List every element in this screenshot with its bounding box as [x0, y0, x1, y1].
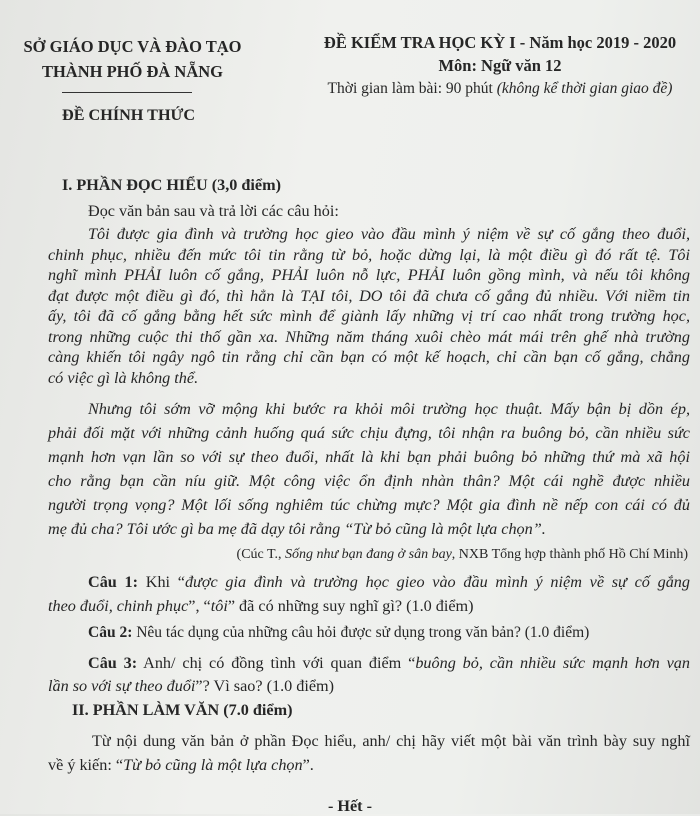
reading-instruction: Đọc văn bản sau và trả lời các câu hỏi: — [88, 202, 339, 220]
official-label: ĐỀ CHÍNH THỨC — [62, 106, 196, 124]
question-text: ” đã có những suy nghĩ gì? (1.0 điểm) — [227, 597, 474, 615]
question-text: Nêu tác dụng của những câu hỏi được sử dụng trong văn bản? (1.0 điểm) — [132, 624, 590, 641]
source-citation — [237, 545, 688, 565]
question-line — [88, 572, 690, 592]
passage-line: mẹ đủ cha? Tôi ước gì ba mẹ đã dạy tôi rằng “Từ bỏ cũng là một lựa chọn”. — [48, 520, 546, 538]
question-label: Câu 2: — [88, 624, 133, 641]
question-line — [88, 653, 690, 673]
passage-line: Tôi được gia đình và trường học gieo vào đầu mình ý niệm về sự cố gắng theo đuổi, — [88, 225, 690, 243]
passage-line: Nhưng tôi sớm vỡ mộng khi bước ra khỏi môi trường học thuật. Mấy bận bị dồn ép, — [88, 400, 690, 418]
passage-line: chinh phục, nhiều đến mức tôi tin rằng từ bỏ, hoặc dừng lại, là một điều gì đó rất tệ. Tôi — [48, 246, 690, 264]
passage-line: người trọng vọng? Một lối sống nghiêm túc chừng mực? Một gia đình nề nếp con cái có đủ — [48, 496, 690, 514]
prompt-text: ”. — [302, 756, 314, 774]
passage-line: nghĩ mình PHẢI luôn cố gắng, PHẢI luôn nỗ lực, PHẢI luôn gồng mình, và nếu tôi không — [48, 266, 690, 284]
question-text: ”? Vì sao? (1.0 điểm) — [195, 677, 335, 695]
section2-title: II. PHẦN LÀM VĂN (7.0 điểm) — [72, 701, 293, 719]
passage-line: có việc gì là không thể. — [48, 369, 199, 387]
passage-line: cho rằng bạn cần níu giữ. Một công việc ổn định nhàn thân? Một cái nghề được nhiều — [48, 472, 690, 490]
section1-title: I. PHẦN ĐỌC HIỂU (3,0 điểm) — [62, 176, 281, 194]
department-name: SỞ GIÁO DỤC VÀ ĐÀO TẠO — [23, 37, 242, 56]
exam-subject: Môn: Ngữ văn 12 — [438, 56, 562, 75]
passage-line: đạt được một điều gì đó, thì hẳn là TẠI tôi, DO tôi đã chưa cố gắng đủ nhiều. Với niềm tin — [48, 287, 690, 305]
question-text: Khi “ — [138, 573, 185, 591]
passage-line: phải đối mặt với những cảnh huống quá sức chịu đựng, tôi nhận ra buông bỏ, cần nhiều sức — [48, 424, 690, 442]
citation-publisher: , NXB Tổng hợp thành phố Hồ Chí Minh) — [451, 547, 688, 562]
question-quote: buông bỏ, cần nhiều sức mạnh hơn vạn — [415, 654, 690, 672]
header-underline — [62, 92, 192, 93]
end-marker: - Hết - — [327, 797, 373, 815]
question-quote: được gia đình và trường học gieo vào đầu mình ý niệm về sự cố gắng — [184, 573, 690, 591]
prompt-text: về ý kiến: “ — [48, 756, 124, 774]
question-line — [48, 596, 474, 616]
essay-prompt-line: Từ nội dung văn bản ở phần Đọc hiểu, anh/ chị hãy viết một bài văn trình bày suy nghĩ — [92, 732, 690, 750]
question-quote: theo đuổi, chinh phục — [48, 597, 189, 615]
passage-line: ấy, tôi đã cố gắng bằng hết sức mình để giành lấy những vị trí cao nhất trong trường học, — [48, 307, 690, 325]
question-quote: lần so với sự theo đuổi — [48, 677, 196, 695]
question-text: Anh/ chị có đồng tình với quan điểm “ — [137, 654, 416, 672]
time-note: (không kể thời gian giao đề) — [496, 80, 673, 97]
exam-title: ĐỀ KIỂM TRA HỌC KỲ I - Năm học 2019 - 2020 — [323, 33, 677, 52]
passage-line: trong những cuộc thi thố gần xa. Những năm tháng xuôi chèo mát mái trên ghế nhà trường — [48, 328, 690, 346]
citation-author: (Cúc T., — [236, 547, 286, 562]
passage-line: càng khiến tôi ngây ngô tin rằng chỉ cần bạn có một kế hoạch, chỉ cần bạn cố gắng, chẳng — [48, 348, 690, 366]
essay-prompt-line — [48, 755, 314, 775]
city-name: THÀNH PHỐ ĐÀ NẴNG — [41, 62, 224, 81]
question-quote: tôi — [210, 597, 228, 615]
question-line — [48, 676, 334, 696]
question-2 — [88, 623, 589, 643]
passage-line: mạnh hơn vạn lần so với sự theo đuổi, nhất là khi bạn phải buông bỏ những thứ mà xã hội — [48, 448, 690, 466]
prompt-quote: Từ bỏ cũng là một lựa chọn — [123, 756, 303, 774]
question-text: ”, “ — [188, 597, 211, 615]
exam-time — [300, 79, 700, 99]
time-label: Thời gian làm bài: 90 phút — [327, 80, 493, 97]
question-label: Câu 3: — [88, 654, 138, 672]
citation-book: Sống như bạn đang ở sân bay — [285, 547, 452, 562]
question-label: Câu 1: — [88, 573, 139, 591]
